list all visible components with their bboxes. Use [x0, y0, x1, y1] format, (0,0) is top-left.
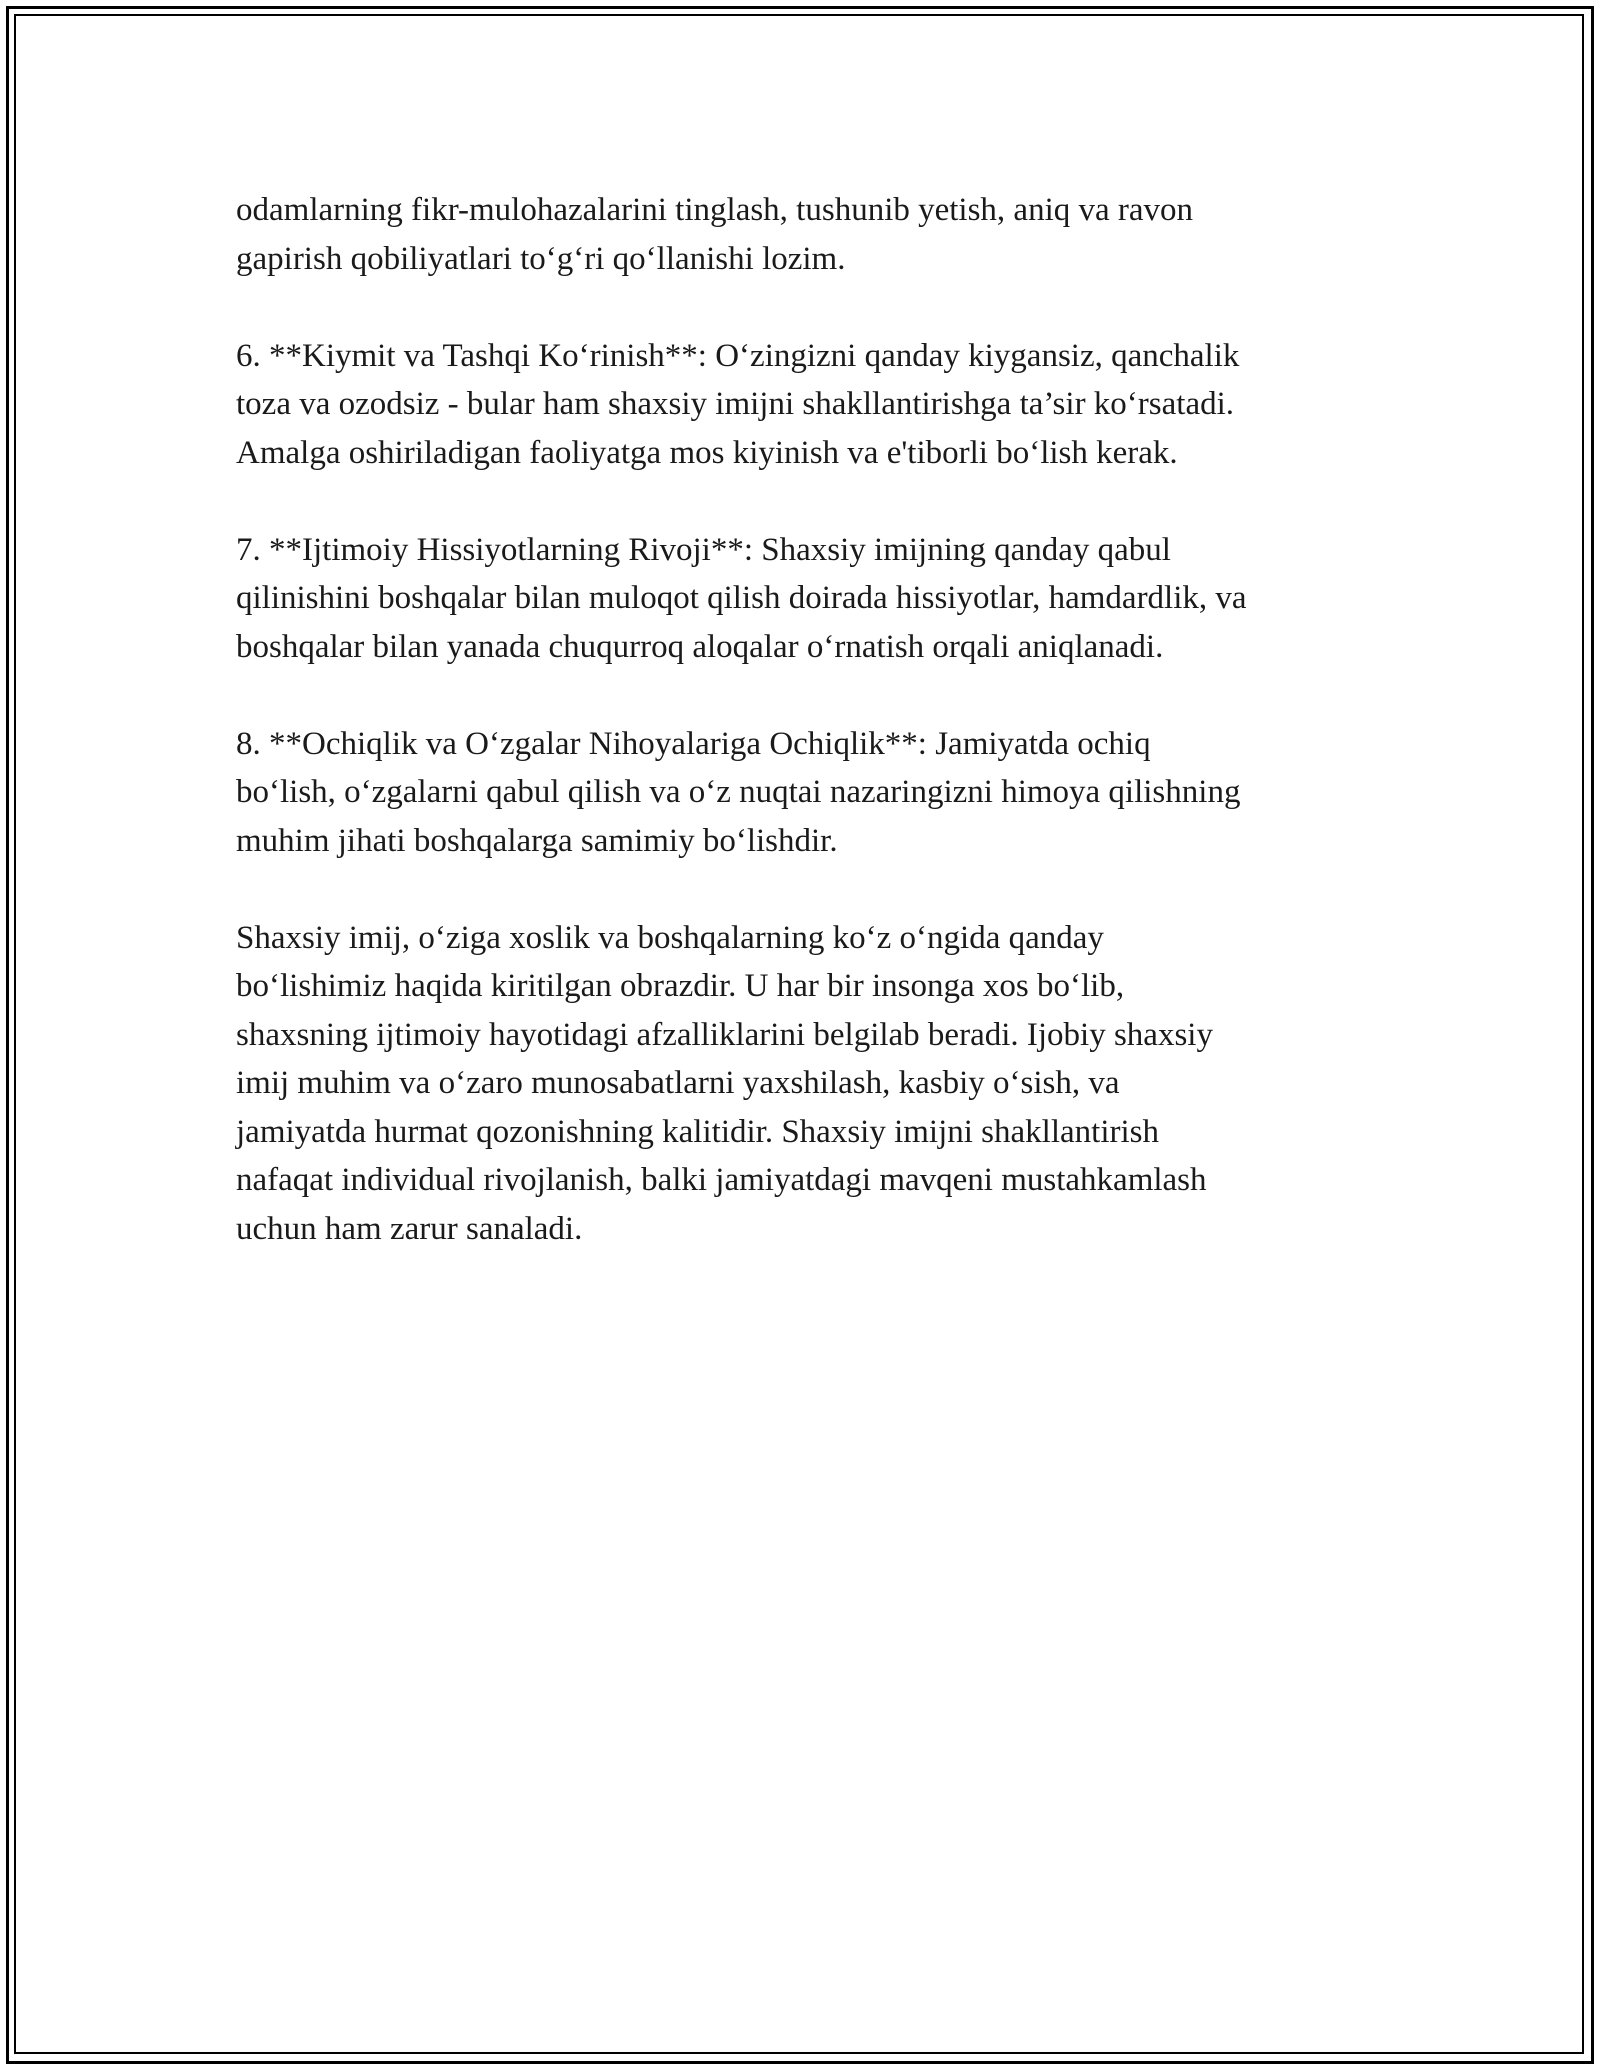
paragraph-social-emotions: 7. **Ijtimoiy Hissiyotlarning Rivoji**: Shaxsiy imijning qanday qabul qilinishini boshqalar bilan muloqot qilish doirada hissiyotlar, hamdardlik, va boshqalar bilan yanada chuqurroq aloqalar o‘rnatish orqali aniqlanadi. — [236, 531, 1247, 665]
document-body — [236, 186, 1386, 1302]
paragraph-appearance: 6. **Kiymit va Tashqi Ko‘rinish**: O‘zingizni qanday kiygansiz, qanchalik toza va ozodsiz - bular ham shaxsiy imijni shakllantirishga ta’sir ko‘rsatadi. Amalga oshiriladigan faoliyatga mos kiyinish va e'tiborli bo‘lish kerak. — [236, 337, 1240, 471]
paragraph-conclusion: Shaxsiy imij, o‘ziga xoslik va boshqalarning ko‘z o‘ngida qanday bo‘lishimiz haqida kiritilgan obrazdir. U har bir insonga xos bo‘lib, shaxsning ijtimoiy hayotidagi afzalliklarini belgilab beradi. Ijobiy shaxsiy imij muhim va o‘zaro munosabatlarni yaxshilash, kasbiy o‘sish, va jamiyatda hurmat qozonishning kalitidir. Shaxsiy imijni shakllantirish nafaqat individual rivojlanish, balki jamiyatdagi mavqeni mustahkamlash uchun ham zarur sanaladi. — [236, 919, 1213, 1247]
paragraph-openness: 8. **Ochiqlik va O‘zgalar Nihoyalariga Ochiqlik**: Jamiyatda ochiq bo‘lish, o‘zgalarni qabul qilish va o‘z nuqtai nazaringizni himoya qilishning muhim jihati boshqalarga samimiy bo‘lishdir. — [236, 725, 1241, 859]
paragraph-communication: odamlarning fikr-mulohazalarini tinglash, tushunib yetish, aniq va ravon gapirish qobiliyatlari to‘g‘ri qo‘llanishi lozim. — [236, 192, 1194, 277]
